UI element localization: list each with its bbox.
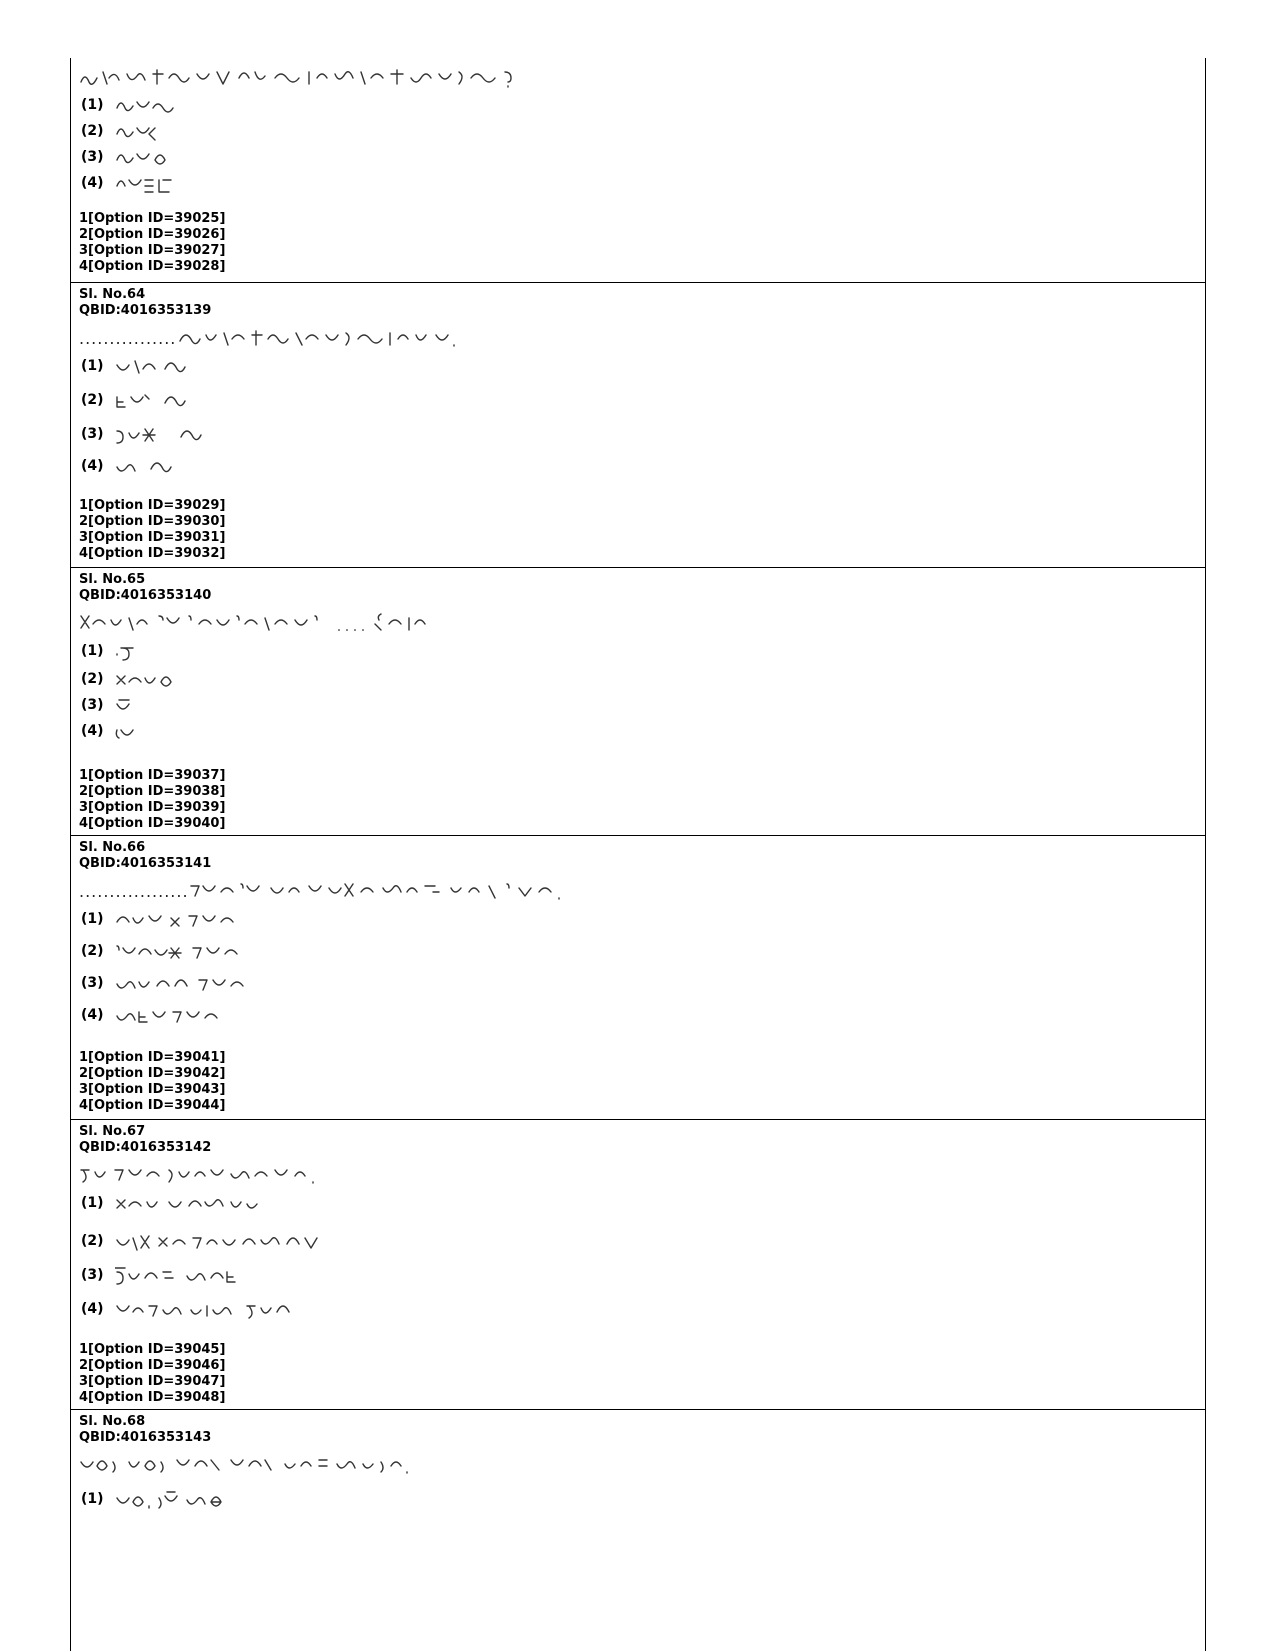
question-header bbox=[79, 840, 211, 872]
option-row[interactable] bbox=[81, 1002, 235, 1028]
option-id: 3[Option ID=39047] bbox=[79, 1374, 226, 1389]
serial-number: Sl. No.64 bbox=[79, 287, 146, 302]
meetei-mayek-word bbox=[115, 172, 185, 194]
option-id: 3[Option ID=39043] bbox=[79, 1082, 226, 1097]
question-header bbox=[79, 287, 211, 319]
meetei-mayek-word bbox=[115, 423, 225, 445]
option-row[interactable] bbox=[81, 638, 175, 664]
option-id: 4[Option ID=39040] bbox=[79, 816, 226, 831]
qbid: QBID:4016353139 bbox=[79, 303, 212, 318]
option-row[interactable] bbox=[81, 1190, 285, 1216]
option-id: 1[Option ID=39045] bbox=[79, 1342, 226, 1357]
meetei-mayek-word bbox=[115, 120, 185, 142]
question-block bbox=[71, 283, 1205, 568]
question-block bbox=[71, 836, 1205, 1120]
serial-number: Sl. No.65 bbox=[79, 572, 146, 587]
option-number: (4) bbox=[81, 1301, 104, 1317]
option-row[interactable] bbox=[81, 906, 255, 932]
option-row[interactable] bbox=[81, 353, 205, 379]
qbid: QBID:4016353140 bbox=[79, 588, 212, 603]
meetei-mayek-word bbox=[115, 1230, 355, 1252]
option-number: (2) bbox=[81, 943, 104, 959]
meetei-mayek-script-line bbox=[79, 1162, 339, 1188]
question-block bbox=[71, 568, 1205, 836]
option-number: (1) bbox=[81, 1195, 104, 1211]
meetei-mayek-script-line bbox=[79, 1452, 419, 1478]
question-stem bbox=[79, 64, 539, 90]
option-id: 4[Option ID=39032] bbox=[79, 546, 226, 561]
question-block bbox=[71, 1120, 1205, 1410]
option-number: (3) bbox=[81, 1267, 104, 1283]
option-number: (4) bbox=[81, 1007, 104, 1023]
option-number: (1) bbox=[81, 97, 104, 113]
option-row[interactable] bbox=[81, 666, 185, 692]
option-number: (3) bbox=[81, 697, 104, 713]
option-id: 3[Option ID=39039] bbox=[79, 800, 226, 815]
option-row[interactable] bbox=[81, 387, 205, 413]
qbid: QBID:4016353141 bbox=[79, 856, 212, 871]
option-id: 2[Option ID=39046] bbox=[79, 1358, 226, 1373]
serial-number: Sl. No.66 bbox=[79, 840, 146, 855]
question-header bbox=[79, 1124, 211, 1156]
meetei-mayek-word bbox=[115, 1004, 235, 1026]
option-id: 2[Option ID=39042] bbox=[79, 1066, 226, 1081]
meetei-mayek-word bbox=[115, 1192, 285, 1214]
question-block bbox=[71, 58, 1205, 283]
option-row[interactable] bbox=[81, 938, 265, 964]
meetei-mayek-script-line bbox=[176, 325, 466, 351]
option-number: (3) bbox=[81, 426, 104, 442]
option-row[interactable] bbox=[81, 92, 185, 118]
meetei-mayek-word bbox=[115, 355, 205, 377]
option-number: (2) bbox=[81, 671, 104, 687]
option-id: 2[Option ID=39038] bbox=[79, 784, 226, 799]
option-id-list bbox=[79, 211, 225, 275]
option-row[interactable] bbox=[81, 1228, 355, 1254]
option-number: (4) bbox=[81, 458, 104, 474]
option-id: 3[Option ID=39031] bbox=[79, 530, 226, 545]
question-header bbox=[79, 572, 211, 604]
option-id-list bbox=[79, 498, 225, 562]
blank-dots: .................. bbox=[79, 881, 189, 901]
option-number: (1) bbox=[81, 358, 104, 374]
meetei-mayek-word bbox=[115, 694, 155, 716]
option-number: (4) bbox=[81, 175, 104, 191]
question-paper bbox=[70, 58, 1206, 1651]
option-id-list bbox=[79, 1342, 225, 1406]
option-id-list bbox=[79, 1050, 225, 1114]
meetei-mayek-word bbox=[115, 389, 205, 411]
question-block bbox=[71, 1410, 1205, 1651]
option-row[interactable] bbox=[81, 170, 185, 196]
question-stem bbox=[79, 878, 609, 904]
meetei-mayek-word bbox=[115, 1488, 255, 1510]
qbid: QBID:4016353143 bbox=[79, 1430, 212, 1445]
option-number: (4) bbox=[81, 723, 104, 739]
question-stem bbox=[79, 1162, 339, 1188]
meetei-mayek-word bbox=[115, 640, 175, 662]
meetei-mayek-word bbox=[115, 94, 185, 116]
option-id: 1[Option ID=39025] bbox=[79, 211, 226, 226]
meetei-mayek-word bbox=[115, 1298, 315, 1320]
option-id: 4[Option ID=39028] bbox=[79, 259, 226, 274]
meetei-mayek-word bbox=[115, 146, 185, 168]
option-row[interactable] bbox=[81, 692, 155, 718]
meetei-mayek-script-line bbox=[79, 64, 539, 90]
blank-dots: ................ bbox=[79, 328, 177, 348]
option-row[interactable] bbox=[81, 421, 225, 447]
option-id: 2[Option ID=39030] bbox=[79, 514, 226, 529]
meetei-mayek-script-line bbox=[79, 610, 519, 636]
option-id: 4[Option ID=39048] bbox=[79, 1390, 226, 1405]
option-row[interactable] bbox=[81, 1262, 265, 1288]
option-number: (1) bbox=[81, 911, 104, 927]
serial-number: Sl. No.67 bbox=[79, 1124, 146, 1139]
option-row[interactable] bbox=[81, 453, 205, 479]
option-id-list bbox=[79, 768, 225, 832]
meetei-mayek-word bbox=[115, 972, 255, 994]
option-number: (2) bbox=[81, 123, 104, 139]
meetei-mayek-word bbox=[115, 1264, 265, 1286]
question-stem bbox=[79, 325, 466, 351]
meetei-mayek-word bbox=[115, 668, 185, 690]
question-stem bbox=[79, 610, 519, 636]
meetei-mayek-word bbox=[115, 455, 205, 477]
meetei-mayek-word bbox=[115, 720, 155, 742]
option-number: (3) bbox=[81, 149, 104, 165]
option-number: (2) bbox=[81, 1233, 104, 1249]
option-number: (1) bbox=[81, 643, 104, 659]
option-id: 1[Option ID=39037] bbox=[79, 768, 226, 783]
option-row[interactable] bbox=[81, 144, 185, 170]
question-header bbox=[79, 1414, 211, 1446]
qbid: QBID:4016353142 bbox=[79, 1140, 212, 1155]
meetei-mayek-word bbox=[115, 908, 255, 930]
meetei-mayek-script-line bbox=[189, 878, 609, 904]
meetei-mayek-word bbox=[115, 940, 265, 962]
option-id: 2[Option ID=39026] bbox=[79, 227, 226, 242]
option-row[interactable] bbox=[81, 1486, 255, 1512]
option-id: 1[Option ID=39029] bbox=[79, 498, 226, 513]
option-number: (3) bbox=[81, 975, 104, 991]
option-number: (1) bbox=[81, 1491, 104, 1507]
option-row[interactable] bbox=[81, 1296, 315, 1322]
option-row[interactable] bbox=[81, 718, 155, 744]
serial-number: Sl. No.68 bbox=[79, 1414, 146, 1429]
option-id: 3[Option ID=39027] bbox=[79, 243, 226, 258]
option-row[interactable] bbox=[81, 118, 185, 144]
option-row[interactable] bbox=[81, 970, 255, 996]
option-id: 1[Option ID=39041] bbox=[79, 1050, 226, 1065]
option-id: 4[Option ID=39044] bbox=[79, 1098, 226, 1113]
question-stem bbox=[79, 1452, 419, 1478]
option-number: (2) bbox=[81, 392, 104, 408]
